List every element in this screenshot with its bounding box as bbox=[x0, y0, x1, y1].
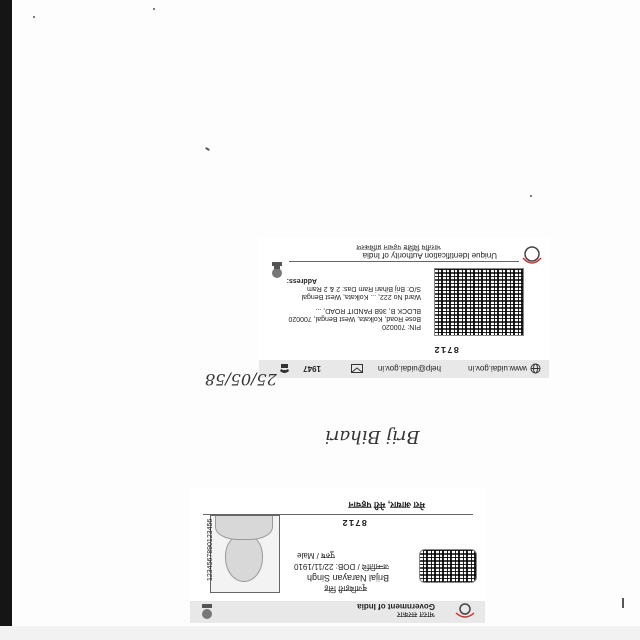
holder-name: Brijal Narayan Singh bbox=[306, 573, 389, 583]
handwritten-date: 25/05/58 bbox=[205, 370, 277, 389]
address-line: BLOCK B, 36B PANDIT ROAD, ... bbox=[315, 307, 421, 314]
aadhaar-logo-icon bbox=[453, 603, 477, 619]
holder-name-hindi: बृजबिहारी सिंह bbox=[324, 584, 367, 593]
handwritten-signature: Brij Bihari bbox=[325, 426, 420, 447]
scan-speck bbox=[33, 16, 35, 18]
holder-gender: पुरुष / Male bbox=[297, 551, 335, 560]
phone-icon bbox=[278, 363, 291, 375]
mail-icon bbox=[351, 364, 363, 373]
aadhaar-card-front bbox=[190, 488, 485, 623]
scan-speck bbox=[205, 147, 210, 152]
scan-speck bbox=[530, 195, 532, 197]
address-line: Bose Road, Kolkata, West Bengal, 700020 bbox=[288, 315, 421, 322]
address-label: Address: bbox=[286, 277, 317, 284]
aadhaar-card-back bbox=[259, 238, 549, 378]
government-label: Government of India bbox=[357, 602, 435, 611]
qr-code bbox=[434, 268, 524, 336]
holder-photo bbox=[210, 515, 280, 593]
scanner-edge-left bbox=[0, 0, 12, 640]
holder-dob: जन्मतिथि / DOB: 22/11/1910 bbox=[294, 562, 389, 571]
aadhaar-number-partial: 8712 bbox=[433, 344, 459, 354]
globe-icon bbox=[530, 363, 541, 374]
ashoka-emblem-icon bbox=[269, 258, 285, 282]
scan-speck bbox=[153, 8, 155, 10]
address-line: PIN: 700020 bbox=[382, 323, 421, 330]
uidai-name: Unique Identification Authority of India bbox=[362, 251, 497, 260]
uidai-name-hindi: भारतीय विशिष्ट पहचान प्राधिकरण bbox=[356, 243, 441, 250]
address-line: S/O: Brij Bihari Ram Das: 2 & 2 Ram bbox=[307, 285, 421, 292]
qr-code-small bbox=[419, 549, 477, 583]
helpline-number: 1947 bbox=[303, 364, 321, 373]
ashoka-emblem-icon bbox=[199, 601, 215, 621]
scan-speck bbox=[622, 598, 624, 608]
side-code: 1234567890123456 bbox=[207, 518, 214, 581]
address-line: Ward No 222, ... Kolkata, West Bengal bbox=[301, 293, 421, 300]
government-hindi: भारत सरकार bbox=[397, 610, 435, 619]
scanner-edge-bottom bbox=[0, 626, 640, 640]
email-link: help@uidai.gov.in bbox=[377, 364, 441, 373]
tagline-hindi: मेरा आधार, मेरी पहचान bbox=[348, 500, 425, 510]
aadhaar-number-partial: 8712 bbox=[341, 517, 367, 527]
website-link: www.uidai.gov.in bbox=[468, 364, 527, 373]
aadhaar-logo-icon bbox=[519, 246, 545, 266]
